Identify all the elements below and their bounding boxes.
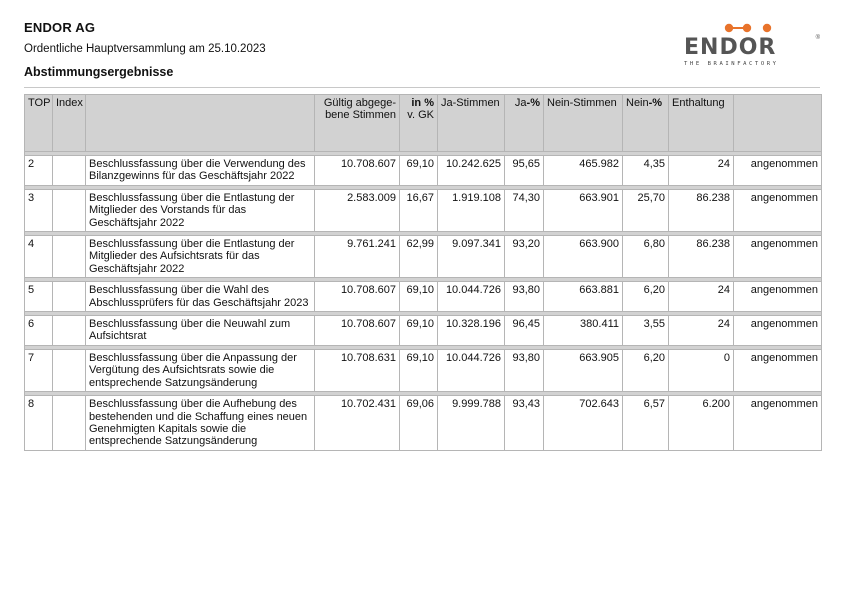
yes-votes-cell: 10.242.625: [438, 156, 505, 186]
table-header-row: [25, 95, 822, 152]
yes-pct-cell: 96,45: [505, 316, 544, 346]
table-row: [25, 189, 822, 231]
table-body: [25, 152, 822, 451]
no-pct-cell: 4,35: [623, 156, 669, 186]
table-row: [25, 396, 822, 451]
valid-votes-cell: 2.583.009: [315, 189, 400, 231]
col-no-pct-header: Nein-%: [623, 95, 669, 152]
abstentions-cell: 24: [669, 316, 734, 346]
description-cell: Beschlussfassung über die Wahl des Abschlussprüfers für das Geschäftsjahr 2023: [86, 282, 315, 312]
table-row: [25, 236, 822, 278]
description-cell: Beschlussfassung über die Entlastung der Mitglieder des Vorstands für das Geschäftsjahr 2022: [86, 189, 315, 231]
description-cell: Beschlussfassung über die Anpassung der Vergütung des Aufsichtsrats sowie die entsprechende Satzungsänderung: [86, 349, 315, 391]
no-votes-cell: 663.881: [544, 282, 623, 312]
valid-votes-cell: 10.708.607: [315, 282, 400, 312]
yes-pct-cell: 74,30: [505, 189, 544, 231]
yes-votes-cell: 1.919.108: [438, 189, 505, 231]
company-name: ENDOR AG: [24, 20, 96, 35]
result-cell: angenommen: [734, 189, 822, 231]
valid-votes-cell: 10.708.631: [315, 349, 400, 391]
index-cell: [53, 189, 86, 231]
valid-votes-cell: 9.761.241: [315, 236, 400, 278]
no-votes-cell: 380.411: [544, 316, 623, 346]
pct-gk-cell: 16,67: [400, 189, 438, 231]
abstentions-cell: 86.238: [669, 236, 734, 278]
index-cell: [53, 396, 86, 451]
description-cell: Beschlussfassung über die Neuwahl zum Aufsichtsrat: [86, 316, 315, 346]
top-cell: 5: [25, 282, 53, 312]
result-cell: angenommen: [734, 236, 822, 278]
yes-pct-cell: 95,65: [505, 156, 544, 186]
col-valid-votes-header: Gültig abgege-bene Stimmen: [315, 95, 400, 152]
col-abstain-header: Enthaltung: [669, 95, 734, 152]
document-header: [24, 20, 820, 90]
result-cell: angenommen: [734, 282, 822, 312]
description-cell: Beschlussfassung über die Aufhebung des bestehenden und die Schaffung eines neuen Genehmigten Kapitals sowie die entsprechende Satzungsänderung: [86, 396, 315, 451]
logo-dots-icon: [722, 23, 782, 35]
result-cell: angenommen: [734, 349, 822, 391]
pct-gk-cell: 69,10: [400, 156, 438, 186]
yes-votes-cell: 10.044.726: [438, 282, 505, 312]
col-pct-gk-header: in % v. GK: [400, 95, 438, 152]
result-cell: angenommen: [734, 156, 822, 186]
pct-gk-cell: 62,99: [400, 236, 438, 278]
abstentions-cell: 86.238: [669, 189, 734, 231]
index-cell: [53, 349, 86, 391]
abstentions-cell: 24: [669, 282, 734, 312]
top-cell: 7: [25, 349, 53, 391]
logo-registered-mark: ®: [815, 35, 820, 41]
logo-wordmark: ENDOR: [684, 35, 777, 60]
valid-votes-cell: 10.702.431: [315, 396, 400, 451]
logo-tagline: THE BRAINFACTORY: [684, 61, 779, 67]
top-cell: 8: [25, 396, 53, 451]
no-votes-cell: 663.901: [544, 189, 623, 231]
voting-results-table: [24, 94, 822, 451]
index-cell: [53, 156, 86, 186]
pct-gk-cell: 69,10: [400, 282, 438, 312]
abstentions-cell: 6.200: [669, 396, 734, 451]
col-yes-header: Ja-Stimmen: [438, 95, 505, 152]
description-cell: Beschlussfassung über die Verwendung des Bilanzgewinns für das Geschäftsjahr 2022: [86, 156, 315, 186]
yes-pct-cell: 93,80: [505, 282, 544, 312]
table-row: [25, 156, 822, 186]
col-yes-pct-header: Ja-%: [505, 95, 544, 152]
yes-votes-cell: 10.044.726: [438, 349, 505, 391]
pct-gk-cell: 69,10: [400, 349, 438, 391]
col-index-header: Index: [53, 95, 86, 152]
yes-votes-cell: 10.328.196: [438, 316, 505, 346]
valid-votes-cell: 10.708.607: [315, 316, 400, 346]
no-pct-cell: 6,80: [623, 236, 669, 278]
yes-pct-cell: 93,80: [505, 349, 544, 391]
result-cell: angenommen: [734, 396, 822, 451]
yes-pct-cell: 93,20: [505, 236, 544, 278]
no-pct-cell: 3,55: [623, 316, 669, 346]
meeting-subtitle: Ordentliche Hauptversammlung am 25.10.2023: [24, 43, 266, 55]
no-pct-cell: 25,70: [623, 189, 669, 231]
top-cell: 3: [25, 189, 53, 231]
no-votes-cell: 465.982: [544, 156, 623, 186]
no-votes-cell: 702.643: [544, 396, 623, 451]
table-row: [25, 316, 822, 346]
yes-pct-cell: 93,43: [505, 396, 544, 451]
col-result-header: [734, 95, 822, 152]
pct-gk-cell: 69,10: [400, 316, 438, 346]
top-cell: 6: [25, 316, 53, 346]
index-cell: [53, 236, 86, 278]
yes-votes-cell: 9.097.341: [438, 236, 505, 278]
index-cell: [53, 316, 86, 346]
index-cell: [53, 282, 86, 312]
col-description-header: [86, 95, 315, 152]
top-cell: 2: [25, 156, 53, 186]
pct-gk-cell: 69,06: [400, 396, 438, 451]
result-cell: angenommen: [734, 316, 822, 346]
table-row: [25, 349, 822, 391]
valid-votes-cell: 10.708.607: [315, 156, 400, 186]
col-top-header: TOP: [25, 95, 53, 152]
header-divider: [24, 87, 820, 88]
no-votes-cell: 663.900: [544, 236, 623, 278]
yes-votes-cell: 9.999.788: [438, 396, 505, 451]
no-pct-cell: 6,57: [623, 396, 669, 451]
no-votes-cell: 663.905: [544, 349, 623, 391]
col-no-header: Nein-Stimmen: [544, 95, 623, 152]
abstentions-cell: 0: [669, 349, 734, 391]
no-pct-cell: 6,20: [623, 282, 669, 312]
no-pct-cell: 6,20: [623, 349, 669, 391]
description-cell: Beschlussfassung über die Entlastung der Mitglieder des Aufsichtsrats für das Geschäftsjahr 2022: [86, 236, 315, 278]
abstentions-cell: 24: [669, 156, 734, 186]
endor-logo: [684, 23, 820, 69]
document-title: Abstimmungsergebnisse: [24, 65, 174, 79]
top-cell: 4: [25, 236, 53, 278]
table-row: [25, 282, 822, 312]
